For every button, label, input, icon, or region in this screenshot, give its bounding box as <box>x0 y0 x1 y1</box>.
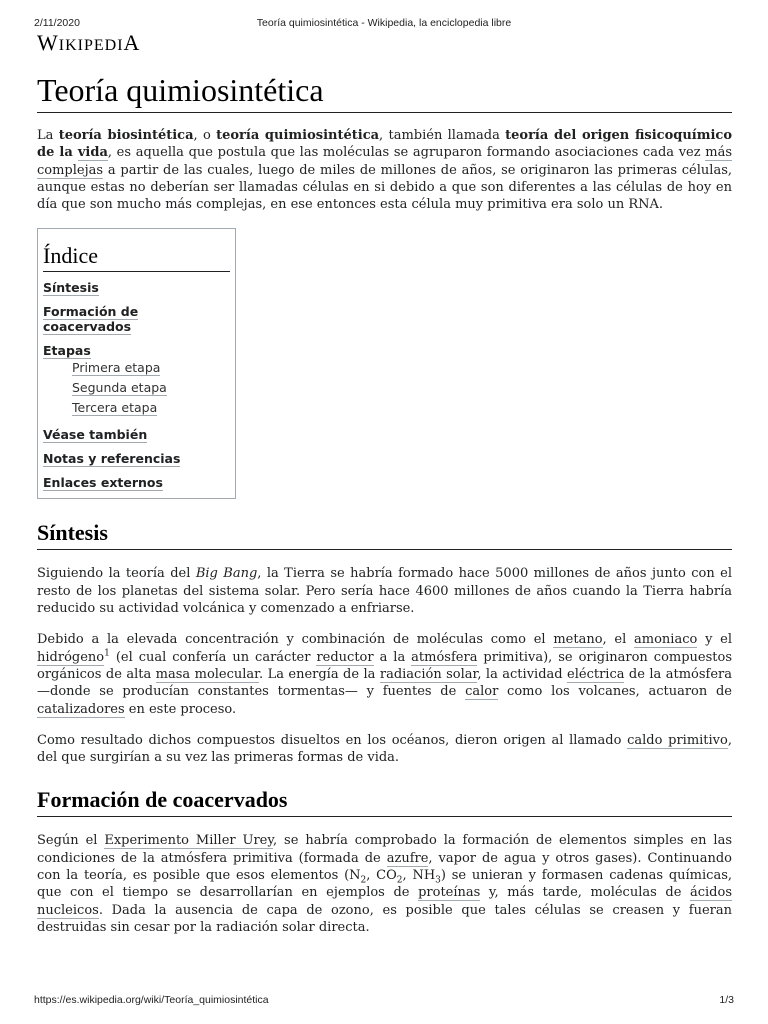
reference-1[interactable]: 1 <box>104 648 110 659</box>
section-heading-coacervados: Formación de coacervados <box>37 786 732 817</box>
link-electrica[interactable]: eléctrica <box>567 666 625 682</box>
article-content <box>37 32 732 936</box>
wikipedia-wordmark: WIKIPEDIA <box>37 30 141 55</box>
toc-item-sintesis[interactable]: Síntesis <box>43 280 99 296</box>
print-url: https://es.wikipedia.org/wiki/Teoría_quimiosintética <box>34 994 269 1006</box>
coacervados-paragraph-1: Según el Experimento Miller Urey, se habría comprobado la formación de elementos simples en las condiciones de la atmósfera primitiva (formada de azufre, vapor de agua y otros gases). Continuando con la teoría, es posible que esos elementos ($N_2$, $CO_2$, $NH_3$) se unieran y formasen cadenas químicas, que con el tiempo se desarrollarían en ejemplos de proteínas y, más tarde, moléculas de ácidos nucleicos. Dada la ausencia de capa de ozono, es posible que tales células se creasen y fueran destruidas sin cesar por la radiación solar directa. <box>37 833 732 935</box>
sintesis-paragraph-1: Siguiendo la teoría del Big Bang, la Tierra se habría formado hace 5000 millones de años junto con el resto de los planetas del sistema solar. Pero sería hace 4600 millones de años cuando la Tierra habría reducido su actividad volcánica y comenzado a enfriarse. <box>37 566 732 617</box>
section-heading-sintesis: Síntesis <box>37 519 732 550</box>
sintesis-paragraph-3: Como resultado dichos compuestos disueltos en los océanos, dieron origen al llamado caldo primitivo, del que surgirían a su vez las primeras formas de vida. <box>37 732 732 766</box>
link-caldo-primitivo[interactable]: caldo primitivo <box>627 732 728 748</box>
link-metano[interactable]: metano <box>553 632 603 648</box>
link-hidrogeno[interactable]: hidrógeno <box>37 649 105 665</box>
print-page-title: Teoría quimiosintética - Wikipedia, la enciclopedia libre <box>256 17 512 29</box>
link-amoniaco[interactable]: amoniaco <box>634 632 698 648</box>
link-masa-molecular[interactable]: masa molecular <box>155 666 259 682</box>
toc-item-primera-etapa[interactable]: Primera etapa <box>72 360 161 376</box>
toc-item-enlaces[interactable]: Enlaces externos <box>43 475 163 491</box>
table-of-contents <box>37 228 236 499</box>
toc-title: Índice <box>43 243 230 272</box>
toc-item-segunda-etapa[interactable]: Segunda etapa <box>72 380 167 396</box>
toc-item-tercera-etapa[interactable]: Tercera etapa <box>72 400 158 416</box>
toc-item-coacervados[interactable]: Formación de coacervados <box>43 304 139 335</box>
link-atmosfera[interactable]: atmósfera <box>411 649 478 665</box>
page-title: Teoría quimiosintética <box>37 70 732 113</box>
link-calor[interactable]: calor <box>465 684 499 700</box>
print-date: 2/11/2020 <box>34 17 80 29</box>
link-proteinas[interactable]: proteínas <box>418 885 481 901</box>
link-catalizadores[interactable]: catalizadores <box>37 701 125 717</box>
link-acidos-nucleicos[interactable]: ácidos nucleicos <box>37 885 732 918</box>
link-vida[interactable]: vida <box>77 145 108 161</box>
link-experimento-miller-urey[interactable]: Experimento Miller Urey <box>104 833 273 849</box>
toc-item-etapas[interactable]: Etapas <box>43 343 91 359</box>
link-mas-complejas[interactable]: más complejas <box>37 145 732 178</box>
link-radiacion-solar[interactable]: radiación solar <box>379 666 478 682</box>
lead-paragraph: La teoría biosintética, o teoría quimiosintética, también llamada teoría del origen fisicoquímico de la vida, es aquella que postula que las moléculas se agruparon formando asociaciones cada vez más complejas a partir de las cuales, luego de miles de millones de años, se originaron las primeras células, aunque estas no deberían ser llamadas células en si debido a que son diferentes a las células de hoy en día que son mucho más complejas, en ese entonces esta célula muy primitiva era solo un RNA. <box>37 128 733 213</box>
sintesis-paragraph-2: Debido a la elevada concentración y combinación de moléculas como el metano, el amoniaco y el hidrógeno$^1$ (el cual confería un carácter reductor a la atmósfera primitiva), se originaron compuestos orgánicos de alta masa molecular. La energía de la radiación solar, la actividad eléctrica de la atmósfera —donde se producían constantes tormentas— y fuentes de calor como los volcanes, actuaron de catalizadores en este proceso. <box>37 632 733 717</box>
toc-item-vease-tambien[interactable]: Véase también <box>43 427 148 443</box>
print-page-number: 1/3 <box>719 994 734 1006</box>
link-azufre[interactable]: azufre <box>386 850 429 866</box>
toc-item-notas[interactable]: Notas y referencias <box>43 451 181 467</box>
link-reductor[interactable]: reductor <box>316 649 374 665</box>
